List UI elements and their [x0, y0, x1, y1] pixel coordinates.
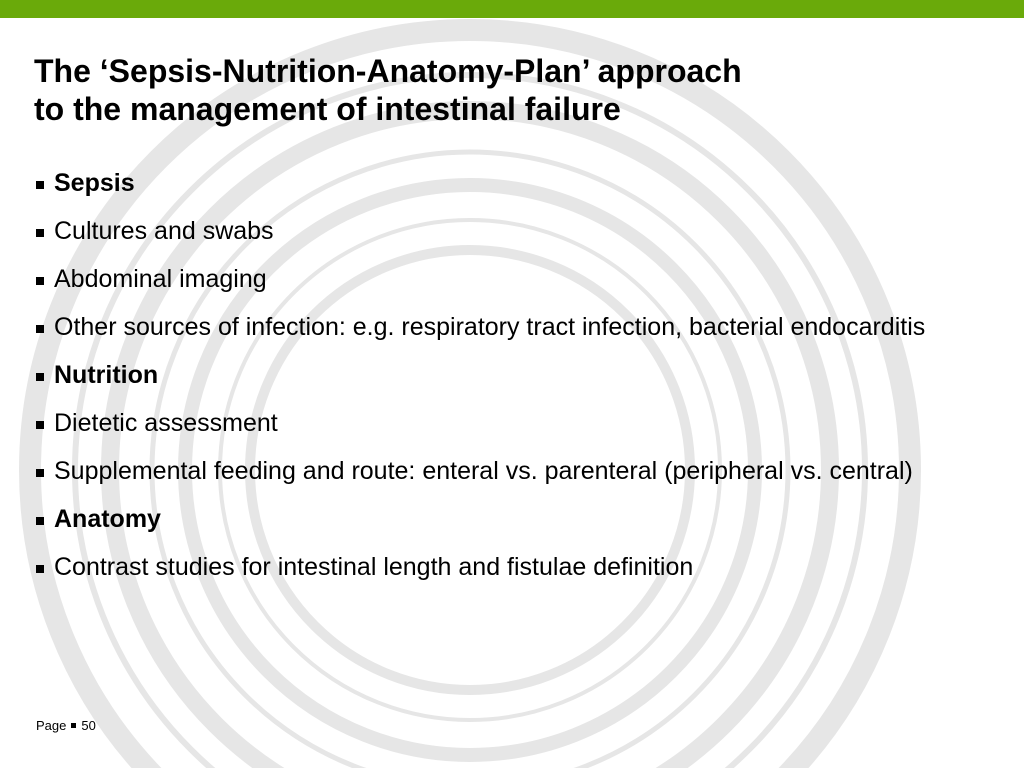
bullet-text: Abdominal imaging [54, 265, 267, 293]
bullet-item-other-sources [34, 310, 974, 344]
bullet-item-contrast [34, 550, 974, 584]
bullet-item-imaging [34, 262, 974, 296]
bullet-item-nutrition [34, 358, 974, 392]
bullet-text: Nutrition [54, 361, 159, 389]
square-bullet-icon [36, 517, 44, 525]
bullet-text: Sepsis [54, 169, 135, 197]
bullet-text: Other sources of infection: e.g. respiratory tract infection, bacterial endocarditis [54, 313, 926, 341]
bullet-list [34, 166, 974, 598]
bullet-text: Anatomy [54, 505, 161, 533]
slide-title-line-2: to the management of intestinal failure [34, 91, 621, 127]
page-footer [36, 718, 96, 734]
accent-bar [0, 0, 1024, 18]
square-bullet-icon [36, 565, 44, 573]
slide-title [34, 52, 994, 128]
square-bullet-icon [36, 325, 44, 333]
bullet-text: Dietetic assessment [54, 409, 278, 437]
square-bullet-icon [36, 373, 44, 381]
square-bullet-icon [36, 277, 44, 285]
bullet-item-cultures [34, 214, 974, 248]
square-bullet-icon [36, 469, 44, 477]
bullet-item-feeding [34, 454, 974, 488]
page-number: 50 [81, 718, 96, 733]
square-bullet-icon [36, 421, 44, 429]
bullet-text: Contrast studies for intestinal length and fistulae definition [54, 553, 694, 581]
page-label: Page [36, 718, 67, 733]
square-bullet-icon [36, 229, 44, 237]
square-bullet-icon [36, 181, 44, 189]
bullet-item-sepsis [34, 166, 974, 200]
bullet-item-dietetic [34, 406, 974, 440]
separator-dot-icon [71, 723, 76, 728]
bullet-item-anatomy [34, 502, 974, 536]
slide-title-line-1: The ‘Sepsis-Nutrition-Anatomy-Plan’ approach [34, 53, 742, 89]
bullet-text: Supplemental feeding and route: enteral vs. parenteral (peripheral vs. central) [54, 457, 913, 485]
bullet-text: Cultures and swabs [54, 217, 274, 245]
